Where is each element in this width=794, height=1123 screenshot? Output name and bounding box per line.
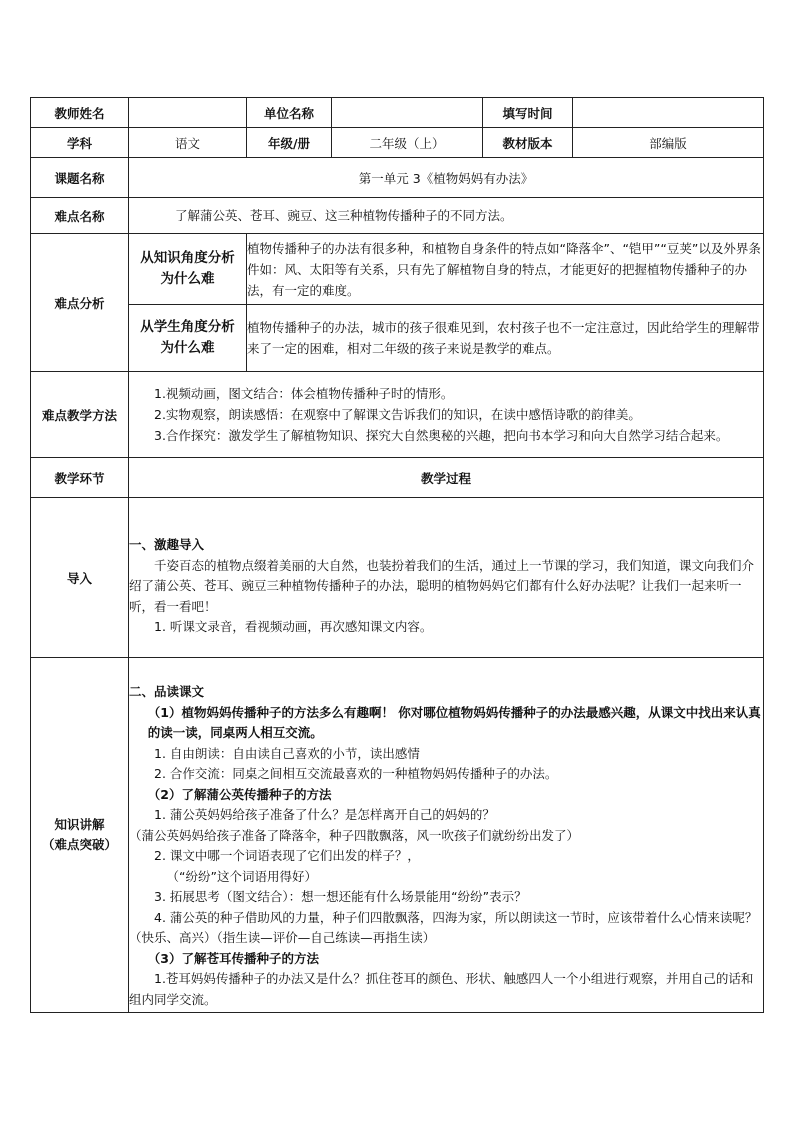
grade-value: 二年级（上） — [332, 128, 483, 158]
question-2-item: 3. 拓展思考（图文结合）：想一想还能有什么场景能用“纷纷”表示？ — [154, 889, 527, 904]
question-2-answer: （蒲公英妈妈给孩子准备了降落伞，种子四散飘落，风一吹孩子们就纷纷出发了） — [129, 827, 580, 843]
lesson-title-label: 课题名称 — [31, 158, 129, 198]
fill-date-value — [573, 98, 764, 128]
fill-date-label: 填写时间 — [483, 98, 573, 128]
difficulty-label: 难点名称 — [31, 198, 129, 234]
question-1-item: 2. 合作交流：同桌之间相互交流最喜欢的一种植物妈妈传播种子的办法。 — [154, 766, 558, 781]
lesson-plan-table — [30, 97, 764, 1013]
subject-label: 学科 — [31, 128, 129, 158]
methods-label: 难点教学方法 — [31, 372, 129, 458]
analysis-row-knowledge — [31, 234, 764, 305]
header-row-2 — [31, 128, 764, 158]
knowledge-label-line1: 知识讲解 — [54, 817, 105, 832]
knowledge-angle-label: 从知识角度分析为什么难 — [129, 234, 247, 305]
knowledge-label — [31, 658, 129, 1013]
intro-paragraph: 千姿百态的植物点缀着美丽的大自然，也装扮着我们的生活，通过上一节课的学习，我们知道，课文向我们介绍了蒲公英、苍耳、豌豆三种植物传播种子的办法，聪明的植物妈妈它们都有什么好办法呢？让我们一起来听一听，看一看吧！ — [129, 557, 755, 614]
method-item: 1.视频动画，图文结合：体会植物传播种子时的情形。 — [154, 386, 454, 401]
difficulty-row — [31, 198, 764, 234]
question-1-item: 1. 自由朗读：自由读自己喜欢的小节，读出感情 — [154, 745, 420, 761]
edition-label: 教材版本 — [483, 128, 573, 158]
unit-name-label: 单位名称 — [247, 98, 332, 128]
question-2: （2）了解蒲公英传播种子的方法 — [147, 786, 332, 802]
analysis-row-student — [31, 305, 764, 372]
question-2-item: 2. 课文中哪一个词语表现了它们出发的样子？， — [154, 848, 420, 863]
edition-value: 部编版 — [573, 128, 764, 158]
subject-value: 语文 — [129, 128, 247, 158]
lesson-title-value: 第一单元 3《植物妈妈有办法》 — [129, 158, 764, 198]
teacher-name-value — [129, 98, 247, 128]
intro-label: 导入 — [31, 498, 129, 658]
methods-row — [31, 372, 764, 458]
methods-content — [129, 372, 764, 458]
intro-step: 1. 听课文录音，看视频动画，再次感知课文内容。 — [154, 619, 433, 635]
question-3: （3）了解苍耳传播种子的方法 — [147, 950, 319, 966]
knowledge-heading: 二、品读课文 — [129, 684, 205, 699]
question-2-item: 4. 蒲公英的种子借助风的力量，种子们四散飘落，四海为家，所以朗读这一节时，应该带着什么心情来读呢？（快乐、高兴）（指生读—评价—自己练读—再指生读） — [129, 909, 758, 945]
difficulty-value: 了解蒲公英、苍耳、豌豆、这三种植物传播种子的不同方法。 — [129, 198, 764, 234]
intro-heading: 一、激趣导入 — [129, 537, 205, 553]
header-row-1 — [31, 98, 764, 128]
question-1: （1）植物妈妈传播种子的方法多么有趣啊！ 你对哪位植物妈妈传播种子的办法最感兴趣，从课文中找出来认真的读一读，同桌两人相互交流。 — [147, 704, 761, 740]
student-angle-label: 从学生角度分析为什么难 — [129, 305, 247, 372]
process-label: 教学过程 — [129, 458, 764, 498]
analysis-label: 难点分析 — [31, 234, 129, 372]
teacher-name-label: 教师姓名 — [31, 98, 129, 128]
question-2-item: 1. 蒲公英妈妈给孩子准备了什么？是怎样离开自己的妈妈的？ — [154, 807, 495, 822]
process-header-row — [31, 458, 764, 498]
knowledge-angle-text: 植物传播种子的办法有很多种，和植物自身条件的特点如“降落伞”、“铠甲”“豆荚”以及外界条件如：风、太阳等有关系，只有先了解植物自身的特点，才能更好的把握植物传播种子的办法，有一定的难度。 — [247, 234, 764, 305]
method-item: 2.实物观察，朗读感悟：在观察中了解课文告诉我们的知识，在读中感悟诗歌的韵律美。 — [154, 407, 641, 422]
lesson-row — [31, 158, 764, 198]
grade-label: 年级/册 — [247, 128, 332, 158]
student-angle-text: 植物传播种子的办法，城市的孩子很难见到，农村孩子也不一定注意过，因此给学生的理解带来了一定的困难，相对二年级的孩子来说是教学的难点。 — [247, 305, 764, 372]
intro-row — [31, 498, 764, 658]
stage-label: 教学环节 — [31, 458, 129, 498]
method-item: 3.合作探究：激发学生了解植物知识、探究大自然奥秘的兴趣，把向书本学习和向大自然学习结合起来。 — [154, 428, 729, 443]
intro-content — [129, 498, 764, 658]
knowledge-label-line2: （难点突破） — [41, 837, 117, 852]
unit-name-value — [332, 98, 483, 128]
question-3-item: 1.苍耳妈妈传播种子的办法又是什么？抓住苍耳的颜色、形状、触感四人一个小组进行观察，并用自己的话和组内同学交流。 — [129, 971, 754, 1007]
knowledge-row — [31, 658, 764, 1013]
question-2-answer: （“纷纷”这个词语用得好） — [166, 868, 317, 884]
knowledge-content — [129, 658, 764, 1013]
